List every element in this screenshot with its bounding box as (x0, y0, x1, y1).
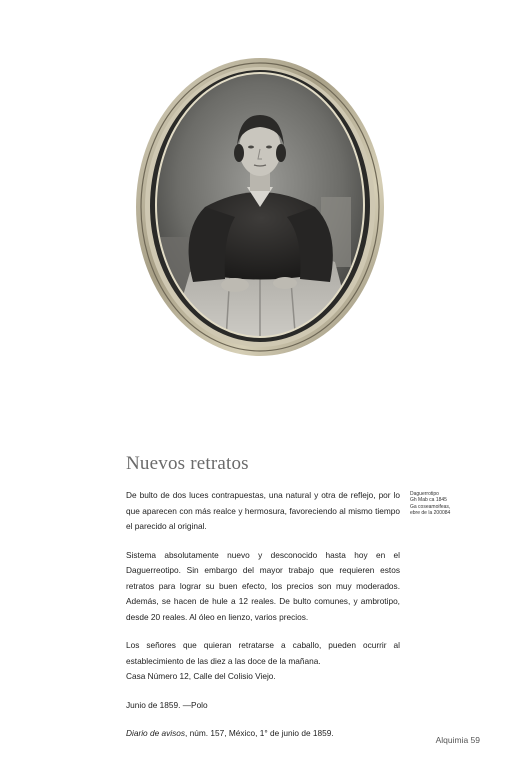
section-heading: Nuevos retratos (126, 453, 249, 474)
caption-line-2: Gh Mab ca 1845 (410, 497, 447, 504)
caption-line-1: Daguerrotipo (410, 491, 439, 497)
paragraph-3: Los señores que quieran retratarse a caballo, pueden ocurrir al establecimiento de las diez a las doce de la mañana. (126, 640, 400, 666)
daguerreotype-photo (135, 57, 385, 357)
caption-line-3: Ga coseamoifeas, (410, 503, 451, 510)
signature-line: Junio de 1859. —Polo (126, 699, 208, 710)
source-title: Diario de avisos (126, 728, 186, 738)
article-body (126, 488, 400, 755)
paragraph-2: Sistema absolutamente nuevo y desconocido hasta hoy en el Daguerreotipo. Sin embargo del mayor trabajo que requieren estos retratos para lograr su buen efecto, los precios son muy moderados. Además, se hacen de hule a 12 reales. De bulto comunes, y ambrotipo, desde 20 reales. Al óleo en lienzo, varios precios. (126, 549, 400, 622)
paragraph-3-address: Casa Número 12, Calle del Colisio Viejo. (126, 671, 276, 681)
source-citation (126, 726, 400, 742)
caption-line-4: ebre de la 200084 (410, 510, 451, 517)
page-number: Alquimia 59 (435, 735, 480, 745)
image-caption (410, 491, 470, 517)
source-detail: , núm. 157, México, 1° de junio de 1859. (185, 728, 334, 738)
paragraph-1: De bulto de dos luces contrapuestas, una natural y otra de reflejo, por lo que aparecen con más realce y hermosura, favoreciendo al mismo tiempo el parecido al original. (126, 490, 400, 531)
